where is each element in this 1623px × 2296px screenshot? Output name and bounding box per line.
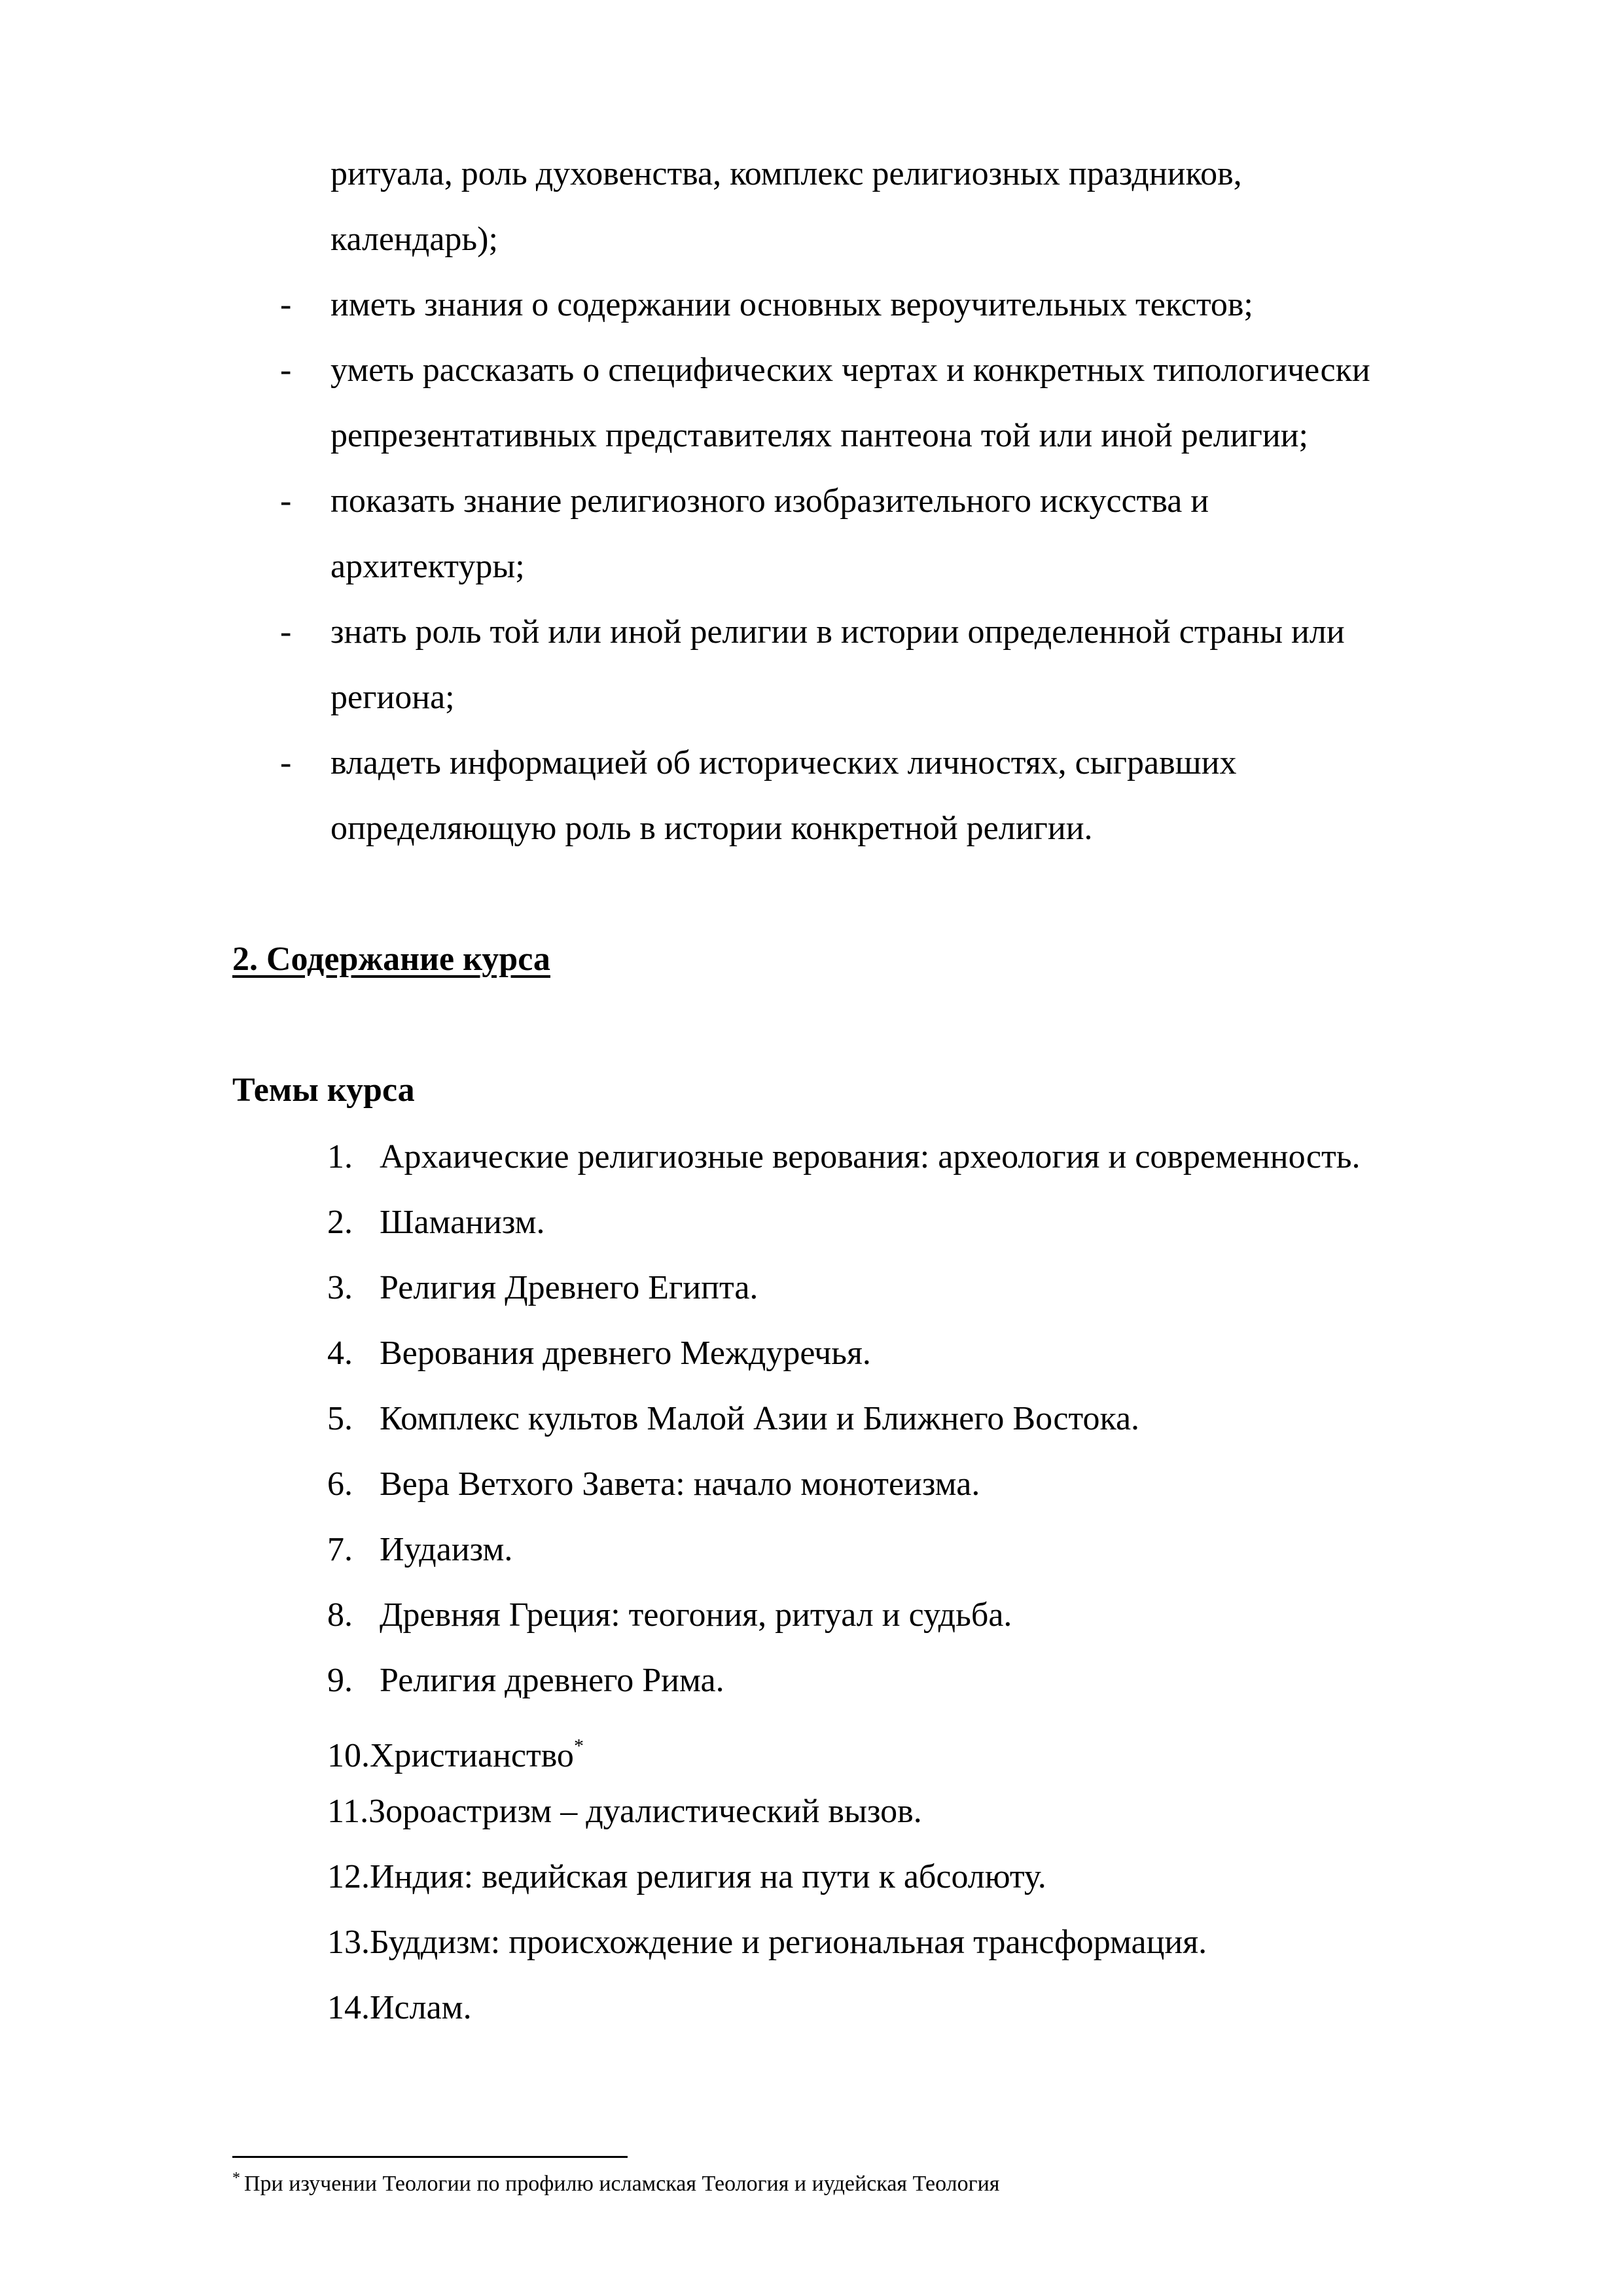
- topic-text: Архаические религиозные верования: археология и современность.: [380, 1138, 1361, 1175]
- topic-item-14: [327, 1988, 472, 2028]
- topic-text: Религия Древнего Египта.: [380, 1269, 758, 1306]
- topic-text: Ислам.: [370, 1989, 472, 2026]
- topic-text: Вера Ветхого Завета: начало монотеизма.: [380, 1465, 980, 1503]
- topic-number: 12.: [327, 1858, 370, 1895]
- topics-subheading: Темы курса: [232, 1071, 415, 1109]
- topic-text: Христианство: [370, 1737, 574, 1774]
- bullet-dash: -: [280, 482, 292, 520]
- topic-item-12: [327, 1857, 1046, 1897]
- topic-number: 7.: [327, 1531, 353, 1568]
- topic-text: Зороастризм – дуалистический вызов.: [368, 1793, 922, 1830]
- topic-text: Древняя Греция: теогония, ритуал и судьба.: [380, 1596, 1012, 1634]
- topic-item-11: [327, 1792, 922, 1831]
- footnote: [232, 2165, 999, 2197]
- topic-text: Иудаизм.: [380, 1531, 513, 1568]
- topic-number: 4.: [327, 1335, 353, 1372]
- topic-number: 10.: [327, 1737, 370, 1774]
- bullet-text: региона;: [330, 679, 455, 716]
- bullet-text: репрезентативных представителях пантеона той или иной религии;: [330, 417, 1308, 454]
- bullet-dash: -: [280, 286, 292, 323]
- bullet-text: иметь знания о содержании основных вероучительных текстов;: [330, 286, 1253, 323]
- topic-item-10: [327, 1727, 584, 1776]
- bullet-text: знать роль той или иной религии в истории определенной страны или: [330, 613, 1345, 651]
- footnote-reference: *: [573, 1735, 584, 1757]
- topic-number: 8.: [327, 1596, 353, 1634]
- bullet-dash: -: [280, 613, 292, 651]
- section-heading-text: 2. Содержание курса: [232, 941, 550, 978]
- bullet-text: архитектуры;: [330, 548, 525, 585]
- footnote-separator: [232, 2156, 628, 2158]
- topic-text: Комплекс культов Малой Азии и Ближнего Востока.: [380, 1400, 1140, 1437]
- topic-number: 1.: [327, 1138, 353, 1175]
- topic-number: 14.: [327, 1989, 370, 2026]
- topic-number: 9.: [327, 1662, 353, 1699]
- topic-number: 2.: [327, 1204, 353, 1241]
- topic-text: Религия древнего Рима.: [380, 1662, 724, 1699]
- bullet-text: уметь рассказать о специфических чертах и конкретных типологически: [330, 351, 1370, 389]
- topic-number: 11.: [327, 1793, 369, 1830]
- footnote-text: При изучении Теологии по профилю исламская Теология и иудейская Теология: [244, 2172, 1000, 2196]
- topic-number: 6.: [327, 1465, 353, 1503]
- section-heading: [232, 940, 550, 979]
- bullet-text: определяющую роль в истории конкретной религии.: [330, 810, 1093, 847]
- topic-item-13: [327, 1923, 1207, 1962]
- continuation-line: календарь);: [330, 221, 498, 258]
- bullet-text: владеть информацией об исторических личностях, сыгравших: [330, 744, 1237, 781]
- topic-text: Индия: ведийская религия на пути к абсолюту.: [370, 1858, 1046, 1895]
- topic-number: 13.: [327, 1924, 370, 1961]
- topic-number: 5.: [327, 1400, 353, 1437]
- topic-number: 3.: [327, 1269, 353, 1306]
- bullet-dash: -: [280, 744, 292, 781]
- footnote-mark: *: [232, 2170, 240, 2187]
- topic-text: Буддизм: происхождение и региональная трансформация.: [370, 1924, 1207, 1961]
- bullet-text: показать знание религиозного изобразительного искусства и: [330, 482, 1209, 520]
- continuation-line: ритуала, роль духовенства, комплекс религиозных праздников,: [330, 155, 1242, 192]
- topic-text: Шаманизм.: [380, 1204, 545, 1241]
- bullet-dash: -: [280, 351, 292, 389]
- topic-text: Верования древнего Междуречья.: [380, 1335, 871, 1372]
